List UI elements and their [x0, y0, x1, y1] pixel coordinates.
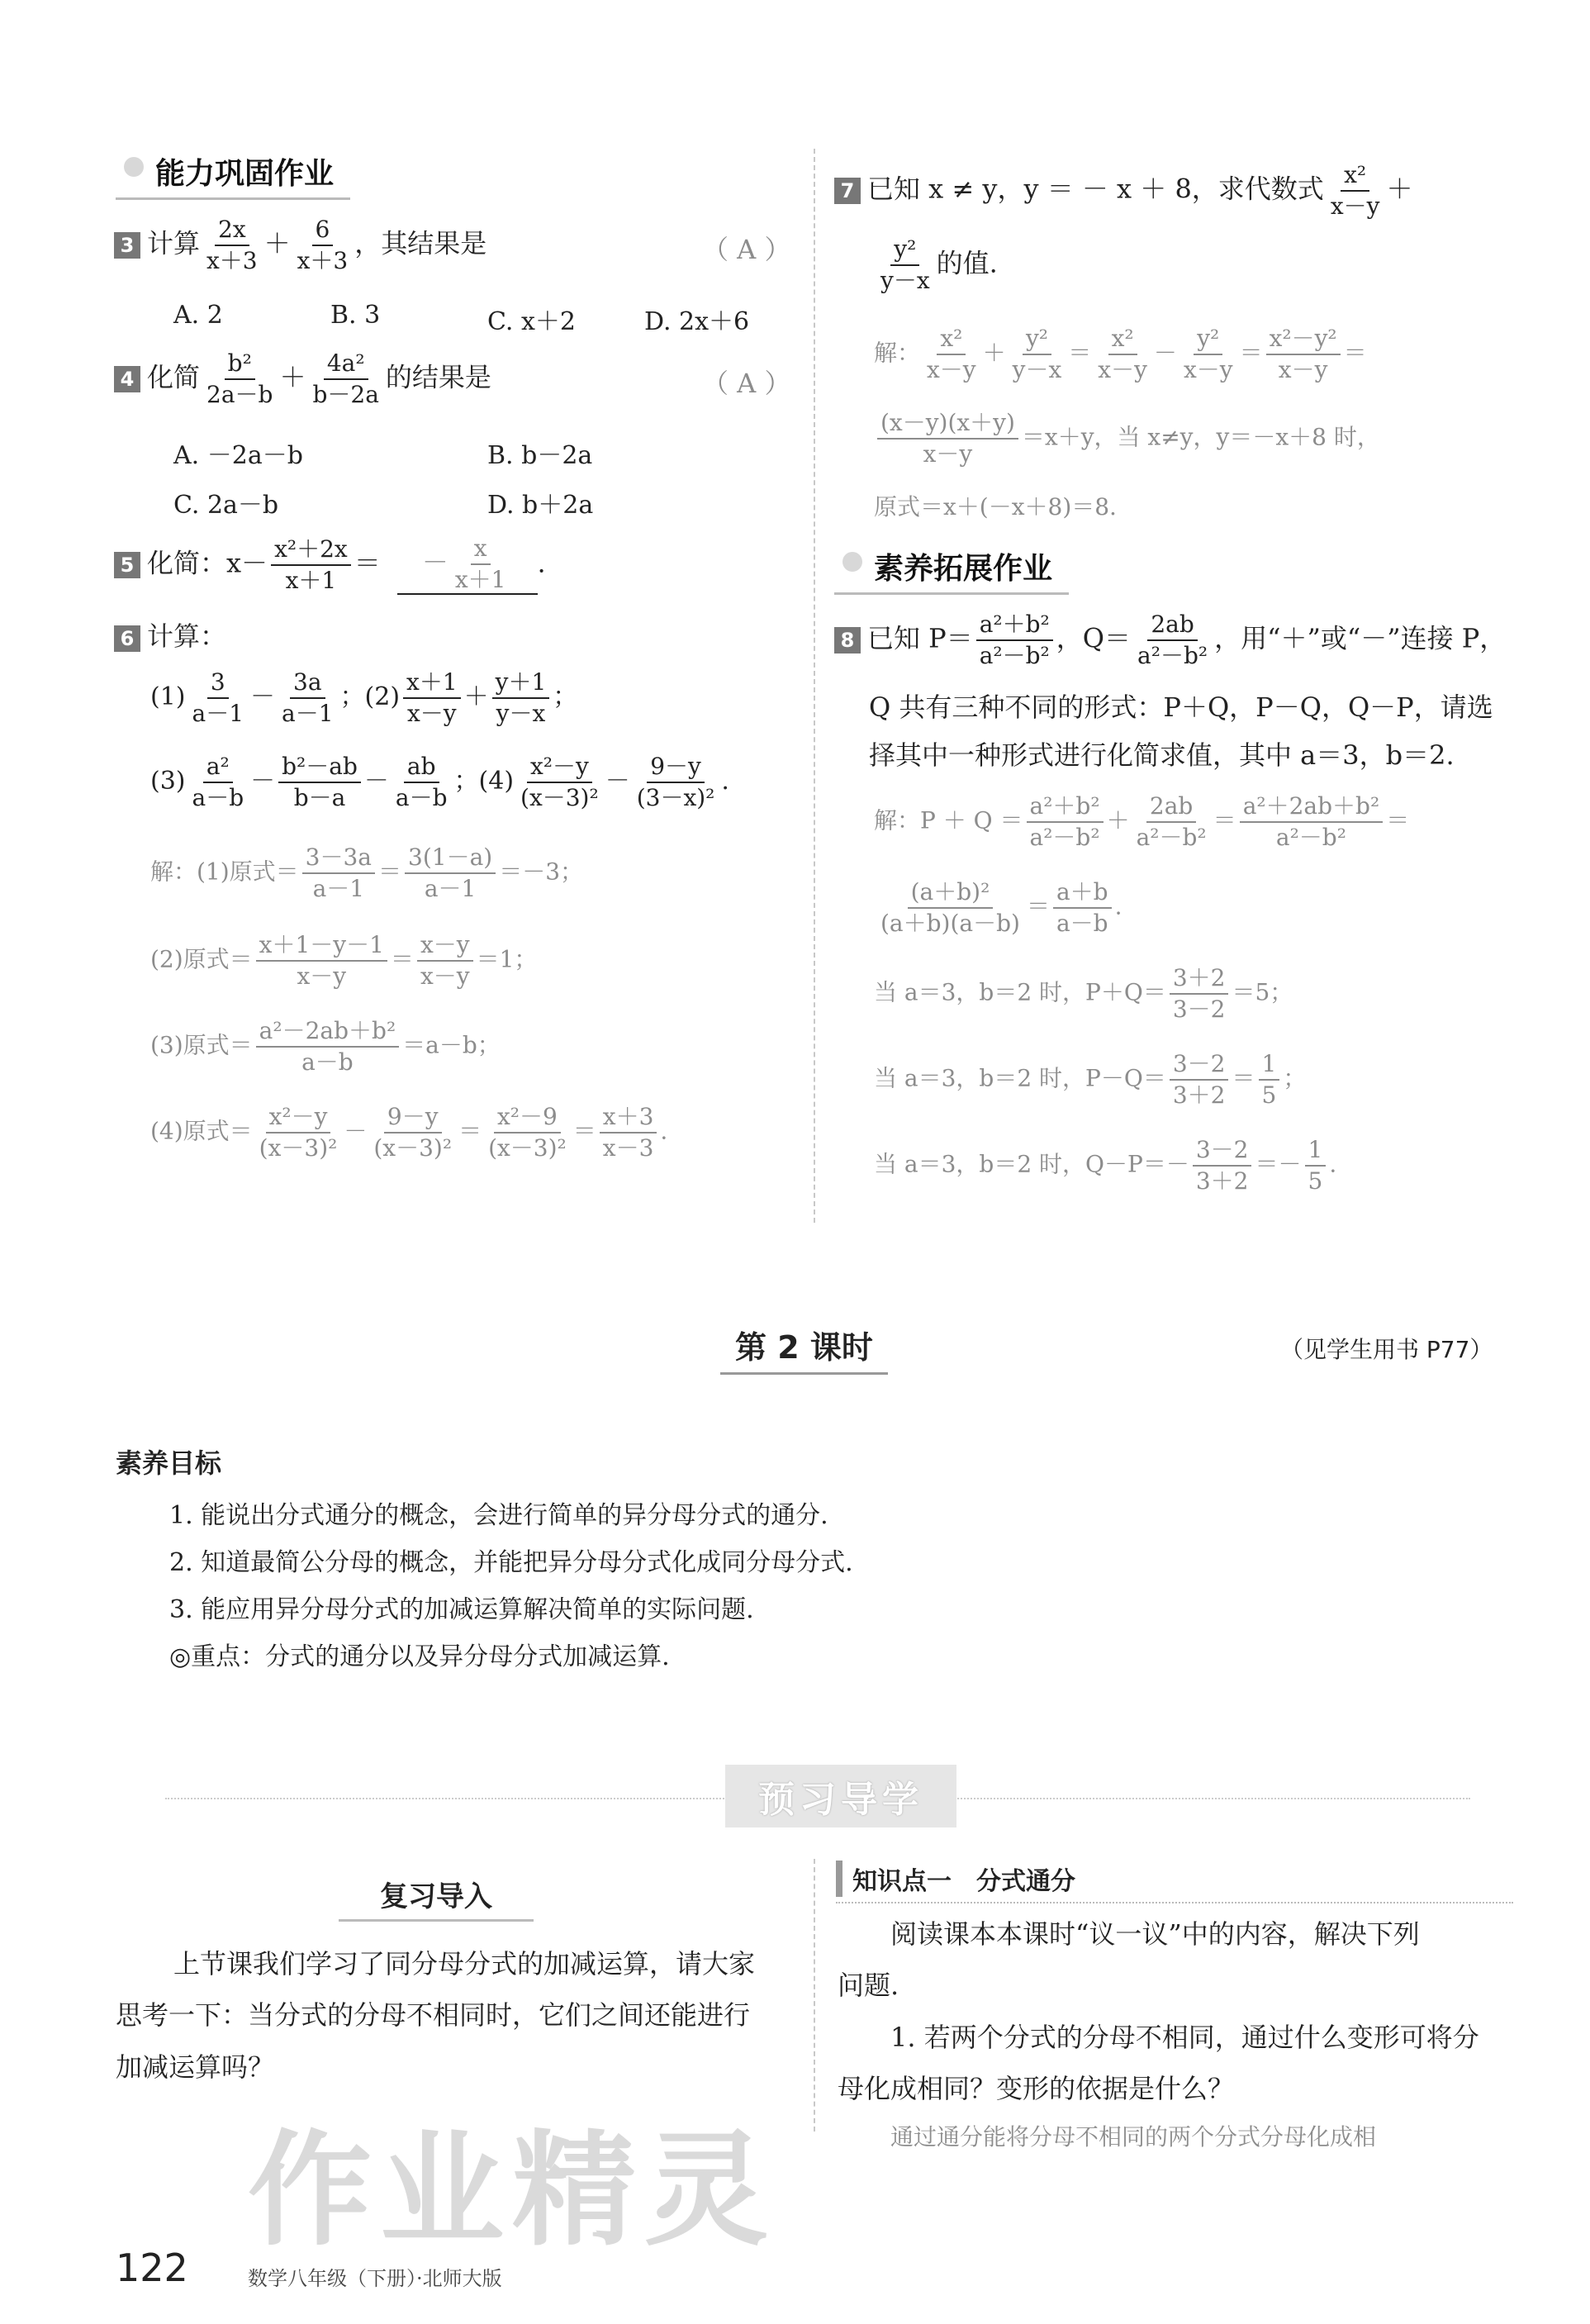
question-6: 6 计算： [114, 620, 226, 654]
column-divider [814, 149, 815, 1223]
watermark-logo: 作业精灵 [248, 2119, 777, 2263]
section-title-extension: 素养拓展作业 [834, 540, 1069, 595]
q7-solution-2: $\frac{(x-y)(x+y)}{x-y}$ ＝x＋y，当 x≠y，y＝－x＋8 时， [874, 410, 1380, 468]
review-title: 复习导入 [339, 1874, 534, 1922]
q3-choice-d: D. 2x＋6 [644, 307, 750, 336]
q6-solution-1: 解：(1)原式＝ $\frac{3-3a}{a-1}$ ＝ $\frac{3(1-a)}{a-1}$ ＝－3； [150, 844, 584, 903]
goal-item: 1. 能说出分式通分的概念，会进行简单的异分母分式的通分. [169, 1501, 828, 1530]
goals-title: 素养目标 [116, 1447, 222, 1479]
q4-choice-a: A. －2a－b [173, 441, 303, 470]
section-title-ability: 能力巩固作业 [116, 145, 350, 200]
q6-solution-4: (4)原式＝ $\frac{\text{x²－y}}{\text{(x－3)²}}$ － $\frac{9-y}{\text{(x－3)²}}$ ＝ $\frac{\text{x²－9}}{\text{(x－3)²}}$ ＝ $\frac{x+3}{x-3}$ . [150, 1103, 668, 1162]
page-number: 122 [116, 2246, 188, 2290]
preview-banner: 预习导学 [725, 1765, 956, 1827]
q8-solution-1: 解：P ＋ Q ＝ $\frac{\text{a²＋b²}}{\text{a²－b²}}$ ＋ $\frac{2ab}{\text{a²－b²}}$ ＝ $\frac{\text{a²＋2ab＋b²}}{\text{a²－b²}}$ ＝ [874, 792, 1410, 852]
question-8-line2: Q 共有三种不同的形式：P＋Q，P－Q，Q－P，请选 [869, 691, 1493, 723]
q3-choice-c: C. x＋2 [487, 307, 576, 336]
q4-choice-d: D. b＋2a [487, 491, 594, 520]
knowledge-rule [836, 1902, 1513, 1903]
q3-choice-a: A. 2 [173, 301, 223, 330]
question-6-line1: (1) $\frac{3}{a-1}$ － $\frac{3a}{a-1}$ ；(2) $\frac{x+1}{x-y}$ ＋ $\frac{y+1}{y-x}$ ； [150, 668, 578, 728]
question-3-answer: （ A ） [702, 234, 791, 265]
review-text: 上节课我们学习了同分母分式的加减运算，请大家 思考一下：当分式的分母不相同时，它们之间还能进行 加减运算吗？ [116, 1948, 756, 2083]
goals-list [169, 1492, 853, 1680]
q8-solution-2: $\frac{\text{(a＋b)²}}{(a+b)(a-b)}$ ＝ $\frac{a+b}{a-b}$ . [880, 878, 1122, 938]
q3-choice-b: B. 3 [330, 301, 381, 330]
question-4-answer: （ A ） [702, 368, 791, 399]
bullet-icon [124, 157, 144, 177]
bullet-icon [842, 552, 862, 572]
goal-item: 2. 知道最简公分母的概念，并能把异分母分式化成同分母分式. [169, 1548, 853, 1577]
question-6-line2: (3) $\frac{\text{a²}}{a-b}$ － $\frac{\text{b²－ab}}{b-a}$ － $\frac{ab}{a-b}$ ；(4) $\frac{\text{x²－y}}{\text{(x－3)²}}$ － $\frac{9-y}{\text{(3－x)²}}$ . [150, 753, 729, 812]
book-title: 数学八年级（下册）·北师大版 [248, 2267, 502, 2290]
column-divider-lower [814, 1859, 815, 2132]
goal-key: ◎重点：分式的通分以及异分母分式加减运算. [169, 1642, 670, 1671]
q4-choice-c: C. 2a－b [173, 491, 279, 520]
goal-item: 3. 能应用异分母分式的加减运算解决简单的实际问题. [169, 1595, 754, 1624]
q7-solution-1: 解： $\frac{\text{x²}}{x-y}$ ＋ $\frac{\text{y²}}{y-x}$ ＝ $\frac{\text{x²}}{x-y}$ － $\frac{\text{y²}}{x-y}$ ＝ $\frac{\text{x²－y²}}{x-y}$ ＝ [874, 325, 1367, 384]
q7-solution-3: 原式＝x＋(－x＋8)＝8. [874, 493, 1117, 520]
q8-solution-3: 当 a＝3，b＝2 时，P＋Q＝ $\frac{3+2}{3-2}$ ＝5； [874, 964, 1293, 1024]
question-4: 4 化简 $\frac{\text{b²}}{2a-b}$ ＋ $\frac{\text{4a²}}{b-2a}$ 的结果是 [114, 350, 491, 408]
question-7-line2: $\frac{\text{y²}}{y-x}$ 的值. [880, 235, 998, 295]
lesson-title: 第 2 课时 [720, 1322, 888, 1375]
question-7: 7 已知 x ≠ y，y ＝ － x ＋ 8，求代数式 $\frac{\text{x²}}{x-y}$ ＋ [834, 162, 1412, 220]
q4-choice-b: B. b－2a [487, 441, 593, 470]
q6-solution-3: (3)原式＝ $\frac{\text{a²－2ab＋b²}}{a-b}$ ＝a－b； [150, 1017, 501, 1076]
q6-solution-2: (2)原式＝ $\frac{x+1-y-1}{x-y}$ ＝ $\frac{x-y}{x-y}$ ＝1； [150, 931, 538, 991]
question-8: 8 已知 P＝ $\frac{\text{a²＋b²}}{\text{a²－b²}}$ ，Q＝ $\frac{2ab}{\text{a²－b²}}$ ，用“＋”或“－”连接 P， [834, 611, 1506, 669]
knowledge-text: 阅读课本本课时“议一议”中的内容，解决下列 问题. 1. 若两个分式的分母不相同，通过什么变形可将分 母化成相同？变形的依据是什么？ 通过通分能将分母不相同的两个分式分母化成相 [838, 1918, 1479, 2151]
q8-solution-5: 当 a＝3，b＝2 时，Q－P＝－ $\frac{3-2}{3+2}$ ＝－ $\frac{1}{5}$ . [874, 1136, 1337, 1195]
knowledge-title: 知识点一 分式通分 [836, 1861, 1075, 1897]
q8-solution-4: 当 a＝3，b＝2 时，P－Q＝ $\frac{3-2}{3+2}$ ＝ $\frac{1}{5}$ ； [874, 1050, 1307, 1110]
question-8-line3: 择其中一种形式进行化简求值，其中 a＝3，b＝2. [869, 739, 1455, 771]
lesson-reference: （见学生用书 P77） [1280, 1336, 1493, 1363]
question-5: 5 化简：x－ $\frac{\text{x²＋2x}}{x+1}$ ＝ － $\frac{x}{x+1}$ . [114, 535, 546, 595]
question-3: 3 计算 $\frac{2x}{x+3}$ ＋ $\frac{6}{x+3}$ ，其结果是 [114, 216, 486, 274]
